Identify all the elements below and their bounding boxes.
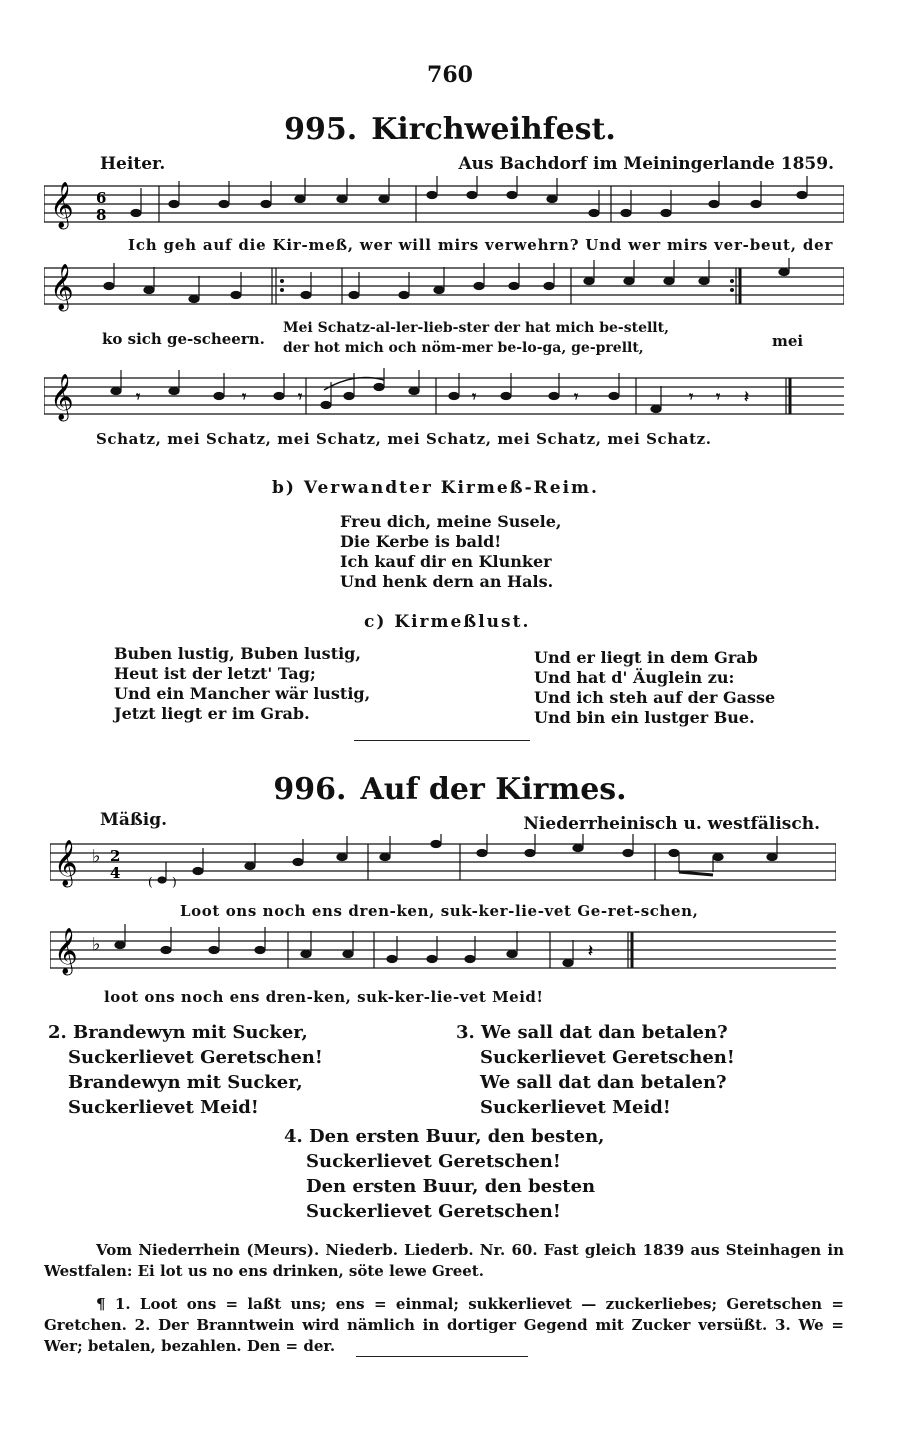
verse-line: Und hat d' Äuglein zu: — [534, 668, 735, 687]
song-996-title — [0, 772, 900, 807]
song-995-lyrics-line-2c: mei — [772, 332, 804, 350]
song-996-number: 996. — [273, 772, 347, 807]
source-note: Vom Niederrhein (Meurs). Niederb. Liederb. Nr. 60. Fast gleich 1839 aus Steinhagen in Westfalen: Ei lot us no ens drinken, söte lewe Greet. — [44, 1241, 844, 1280]
song-996-origin: Niederrheinisch u. westfälisch. — [523, 814, 820, 834]
song-995-lyrics-line-2a: ko sich ge-scheern. — [102, 330, 265, 348]
stanza-4 — [284, 1124, 604, 1224]
verse-line: Und er liegt in dem Grab — [534, 648, 758, 667]
stanza-line: Suckerlievet Geretschen! — [68, 1047, 323, 1068]
stanza-line: Suckerlievet Geretschen! — [306, 1201, 561, 1222]
stanza-line: Suckerlievet Meid! — [480, 1097, 671, 1118]
stanza-3 — [456, 1020, 735, 1120]
svg-text:𝄾: 𝄾 — [689, 387, 694, 406]
section-b-heading: b) Verwandter Kirmeß-Reim. — [272, 478, 599, 498]
svg-text:2: 2 — [110, 847, 121, 865]
svg-text:𝄞: 𝄞 — [54, 928, 78, 974]
svg-text:𝄽: 𝄽 — [744, 387, 749, 406]
section-c-heading: c) Kirmeßlust. — [364, 612, 531, 632]
stanza-line: 3. We sall dat dan betalen? — [456, 1022, 728, 1043]
stanza-line: Den ersten Buur, den besten — [306, 1176, 596, 1197]
verse-line: Und ein Mancher wär lustig, — [114, 684, 371, 703]
section-c-verse-right — [534, 648, 775, 728]
treble-clef-icon: 𝄞 — [50, 182, 74, 228]
verse-line: Freu dich, meine Susele, — [340, 512, 562, 531]
song-995-lyrics-line-2b2: der hot mich och nöm-mer be-lo-ga, ge-prellt, — [283, 340, 644, 356]
section-b-verse — [340, 512, 561, 592]
song-995-name: Kirchweihfest. — [371, 112, 616, 147]
song-995-origin: Aus Bachdorf im Meiningerlande 1859. — [458, 154, 834, 174]
stanza-2 — [48, 1020, 323, 1120]
svg-text:8: 8 — [96, 206, 107, 224]
song-995-staff-2 — [44, 258, 844, 318]
page-number: 760 — [427, 62, 473, 88]
verse-line: Und ich steh auf der Gasse — [534, 688, 776, 707]
verse-line: Buben lustig, Buben lustig, — [114, 644, 361, 663]
svg-text:𝄾: 𝄾 — [472, 387, 477, 406]
svg-text:𝄾: 𝄾 — [136, 387, 141, 406]
verse-line: Jetzt liegt er im Grab. — [114, 704, 310, 723]
stanza-line: Suckerlievet Geretschen! — [306, 1151, 561, 1172]
song-995-lyrics-line-2b1: Mei Schatz-al-ler-lieb-ster der hat mich be-stellt, — [283, 320, 669, 336]
svg-text:𝄾: 𝄾 — [716, 387, 721, 406]
stanza-line: We sall dat dan betalen? — [480, 1072, 727, 1093]
svg-text:♭: ♭ — [92, 846, 101, 867]
stanza-line: Brandewyn mit Sucker, — [68, 1072, 303, 1093]
song-996-staff-2 — [50, 922, 836, 984]
song-995-staff-3 — [44, 368, 844, 428]
svg-text:𝄾: 𝄾 — [242, 387, 247, 406]
verse-line: Heut ist der letzt' Tag; — [114, 664, 316, 683]
section-c-verse-left — [114, 644, 370, 724]
svg-text:♭: ♭ — [92, 934, 101, 955]
verse-line: Und bin ein lustger Bue. — [534, 708, 755, 727]
song-995-lyrics-line-1: Ich geh auf die Kir-meß, wer will mirs verwehrn? Und wer mirs ver-beut, der — [128, 236, 834, 254]
stanza-line: Suckerlievet Geretschen! — [480, 1047, 735, 1068]
song-996-lyrics-line-2: loot ons noch ens dren-ken, suk-ker-lie-vet Meid! — [104, 988, 544, 1006]
svg-text:(: ( — [148, 875, 153, 889]
svg-text:): ) — [172, 875, 177, 889]
svg-text:𝄾: 𝄾 — [298, 387, 303, 406]
end-rule — [356, 1356, 528, 1357]
song-995-staff-1 — [44, 176, 844, 236]
song-996-staff-1 — [50, 834, 836, 896]
svg-text:𝄞: 𝄞 — [50, 264, 74, 310]
svg-text:𝄽: 𝄽 — [588, 941, 593, 960]
song-995-title — [0, 112, 900, 147]
verse-line: Die Kerbe is bald! — [340, 532, 502, 551]
section-divider — [354, 740, 530, 741]
stanza-line: Suckerlievet Meid! — [68, 1097, 259, 1118]
song-995-number: 995. — [284, 112, 358, 147]
svg-text:𝄾: 𝄾 — [574, 387, 579, 406]
stanza-line: 2. Brandewyn mit Sucker, — [48, 1022, 308, 1043]
svg-text:6: 6 — [96, 189, 107, 207]
footnote: ¶ 1. Loot ons = laßt uns; ens = einmal; sukkerlievet — zuckerliebes; Geretschen = Gretchen. 2. Der Branntwein wird nämlich in dortiger Gegend mit Zucker versüßt. 3. We = Wer; betalen, bezahlen. Den = der. — [44, 1295, 844, 1355]
svg-text:𝄞: 𝄞 — [54, 840, 78, 886]
svg-text:𝄞: 𝄞 — [50, 374, 74, 420]
verse-line: Und henk dern an Hals. — [340, 572, 554, 591]
song-996-lyrics-line-1: Loot ons noch ens dren-ken, suk-ker-lie-vet Ge-ret-schen, — [180, 902, 699, 920]
stanza-line: 4. Den ersten Buur, den besten, — [284, 1126, 605, 1147]
song-995-tempo: Heiter. — [100, 154, 166, 174]
verse-line: Ich kauf dir en Klunker — [340, 552, 552, 571]
svg-text:4: 4 — [110, 864, 121, 882]
song-996-name: Auf der Kirmes. — [360, 772, 627, 807]
song-996-tempo: Mäßig. — [100, 810, 168, 830]
song-995-lyrics-line-3: Schatz, mei Schatz, mei Schatz, mei Schatz, mei Schatz, mei Schatz. — [96, 430, 712, 448]
